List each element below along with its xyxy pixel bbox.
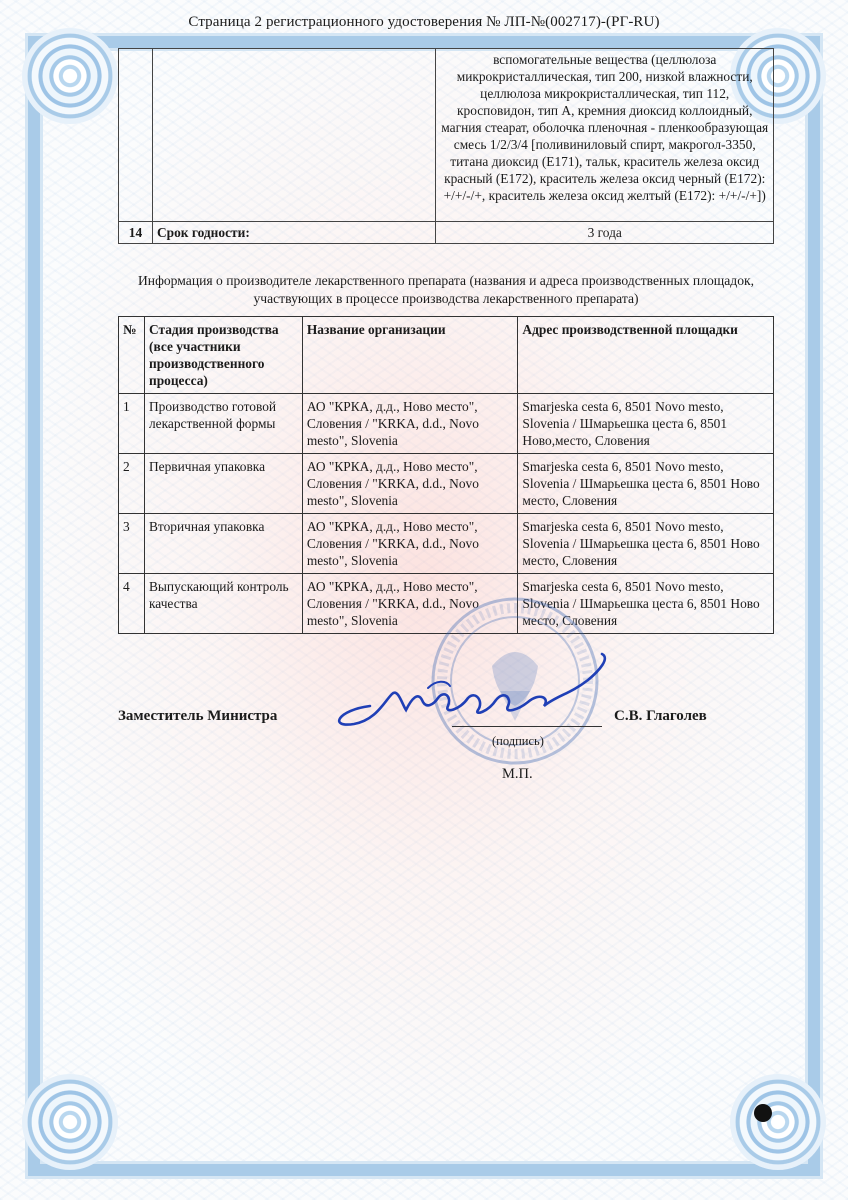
signature-line (452, 726, 602, 727)
row-stage: Производство готовой лекарственной формы (144, 394, 302, 454)
signatory-position: Заместитель Министра (118, 708, 278, 724)
row-stage: Выпускающий контроль качества (144, 574, 302, 634)
shelf-life-row (119, 222, 774, 244)
excipients-label-cell (152, 49, 435, 222)
row-org: АО "КРКА, д.д., Ново место", Словения / "KRKA, d.d., Novo mesto", Slovenia (302, 514, 518, 574)
punch-hole-icon (754, 1104, 772, 1122)
shelf-life-label: Срок годности: (152, 222, 435, 244)
composition-table (118, 48, 774, 244)
column-header-num: № (119, 317, 145, 394)
manufacturer-info-heading: Информация о производителе лекарственного препарата (названия и адреса производственных площадок, участвующих в процессе производства лекарственного препарата) (137, 273, 754, 306)
row-stage: Первичная упаковка (144, 454, 302, 514)
signature-caption: (подпись) (492, 734, 544, 748)
column-header-stage: Стадия производства (все участники производственного процесса) (144, 317, 302, 394)
row-num: 1 (119, 394, 145, 454)
column-header-org: Название организации (302, 317, 518, 394)
stamp-place-label: М.П. (502, 766, 533, 782)
row-org: АО "КРКА, д.д., Ново место", Словения / "KRKA, d.d., Novo mesto", Slovenia (302, 454, 518, 514)
row-address: Smarjeska cesta 6, 8501 Novo mesto, Slovenia / Шмарьешка цеста 6, 8501 Ново место, Словения (518, 454, 774, 514)
corner-rosette-bottom-left (22, 1074, 118, 1170)
row-num: 4 (119, 574, 145, 634)
page-header: Страница 2 регистрационного удостоверения № ЛП-№(002717)-(РГ-RU) (188, 14, 660, 30)
table-row (119, 454, 774, 514)
row-stage: Вторичная упаковка (144, 514, 302, 574)
row-address: Smarjeska cesta 6, 8501 Novo mesto, Slovenia / Шмарьешка цеста 6, 8501 Ново место, Словения (518, 574, 774, 634)
excipients-num-cell (119, 49, 153, 222)
corner-rosette-top-left (22, 28, 118, 124)
shelf-life-value: 3 года (436, 222, 774, 244)
row-address: Smarjeska cesta 6, 8501 Novo mesto, Slovenia / Шмарьешка цеста 6, 8501 Ново место, Словения (518, 514, 774, 574)
table-row (119, 394, 774, 454)
manufacturer-table (118, 316, 774, 634)
column-header-address: Адрес производственной площадки (518, 317, 774, 394)
corner-rosette-bottom-right (730, 1074, 826, 1170)
signatory-name: С.В. Глаголев (614, 708, 707, 724)
excipients-row (119, 49, 774, 222)
row-num: 2 (119, 454, 145, 514)
row-org: АО "КРКА, д.д., Ново место", Словения / "KRKA, d.d., Novo mesto", Slovenia (302, 574, 518, 634)
row-org: АО "КРКА, д.д., Ново место", Словения / "KRKA, d.d., Novo mesto", Slovenia (302, 394, 518, 454)
row14-number: 14 (119, 222, 153, 244)
manufacturer-table-header (119, 317, 774, 394)
handwritten-signature-icon (318, 640, 618, 750)
row-address: Smarjeska cesta 6, 8501 Novo mesto, Slovenia / Шмарьешка цеста 6, 8501 Ново,место, Словения (518, 394, 774, 454)
excipients-text: вспомогательные вещества (целлюлоза микрокристаллическая, тип 200, низкой влажности, целлюлоза микрокристаллическая, тип 112, кросповидон, тип А, кремния диоксид коллоидный, магния стеарат, оболочка пленочная - пленкообразующая смесь 1/2/3/4 [поливиниловый спирт, макрогол-3350, титана диоксид (Е171), тальк, краситель железа оксид красный (Е172), краситель железа оксид черный (Е172): +/+/-/+, краситель железа оксид желтый (Е172): +/+/-/+]) (436, 49, 774, 222)
table-row (119, 514, 774, 574)
row-num: 3 (119, 514, 145, 574)
